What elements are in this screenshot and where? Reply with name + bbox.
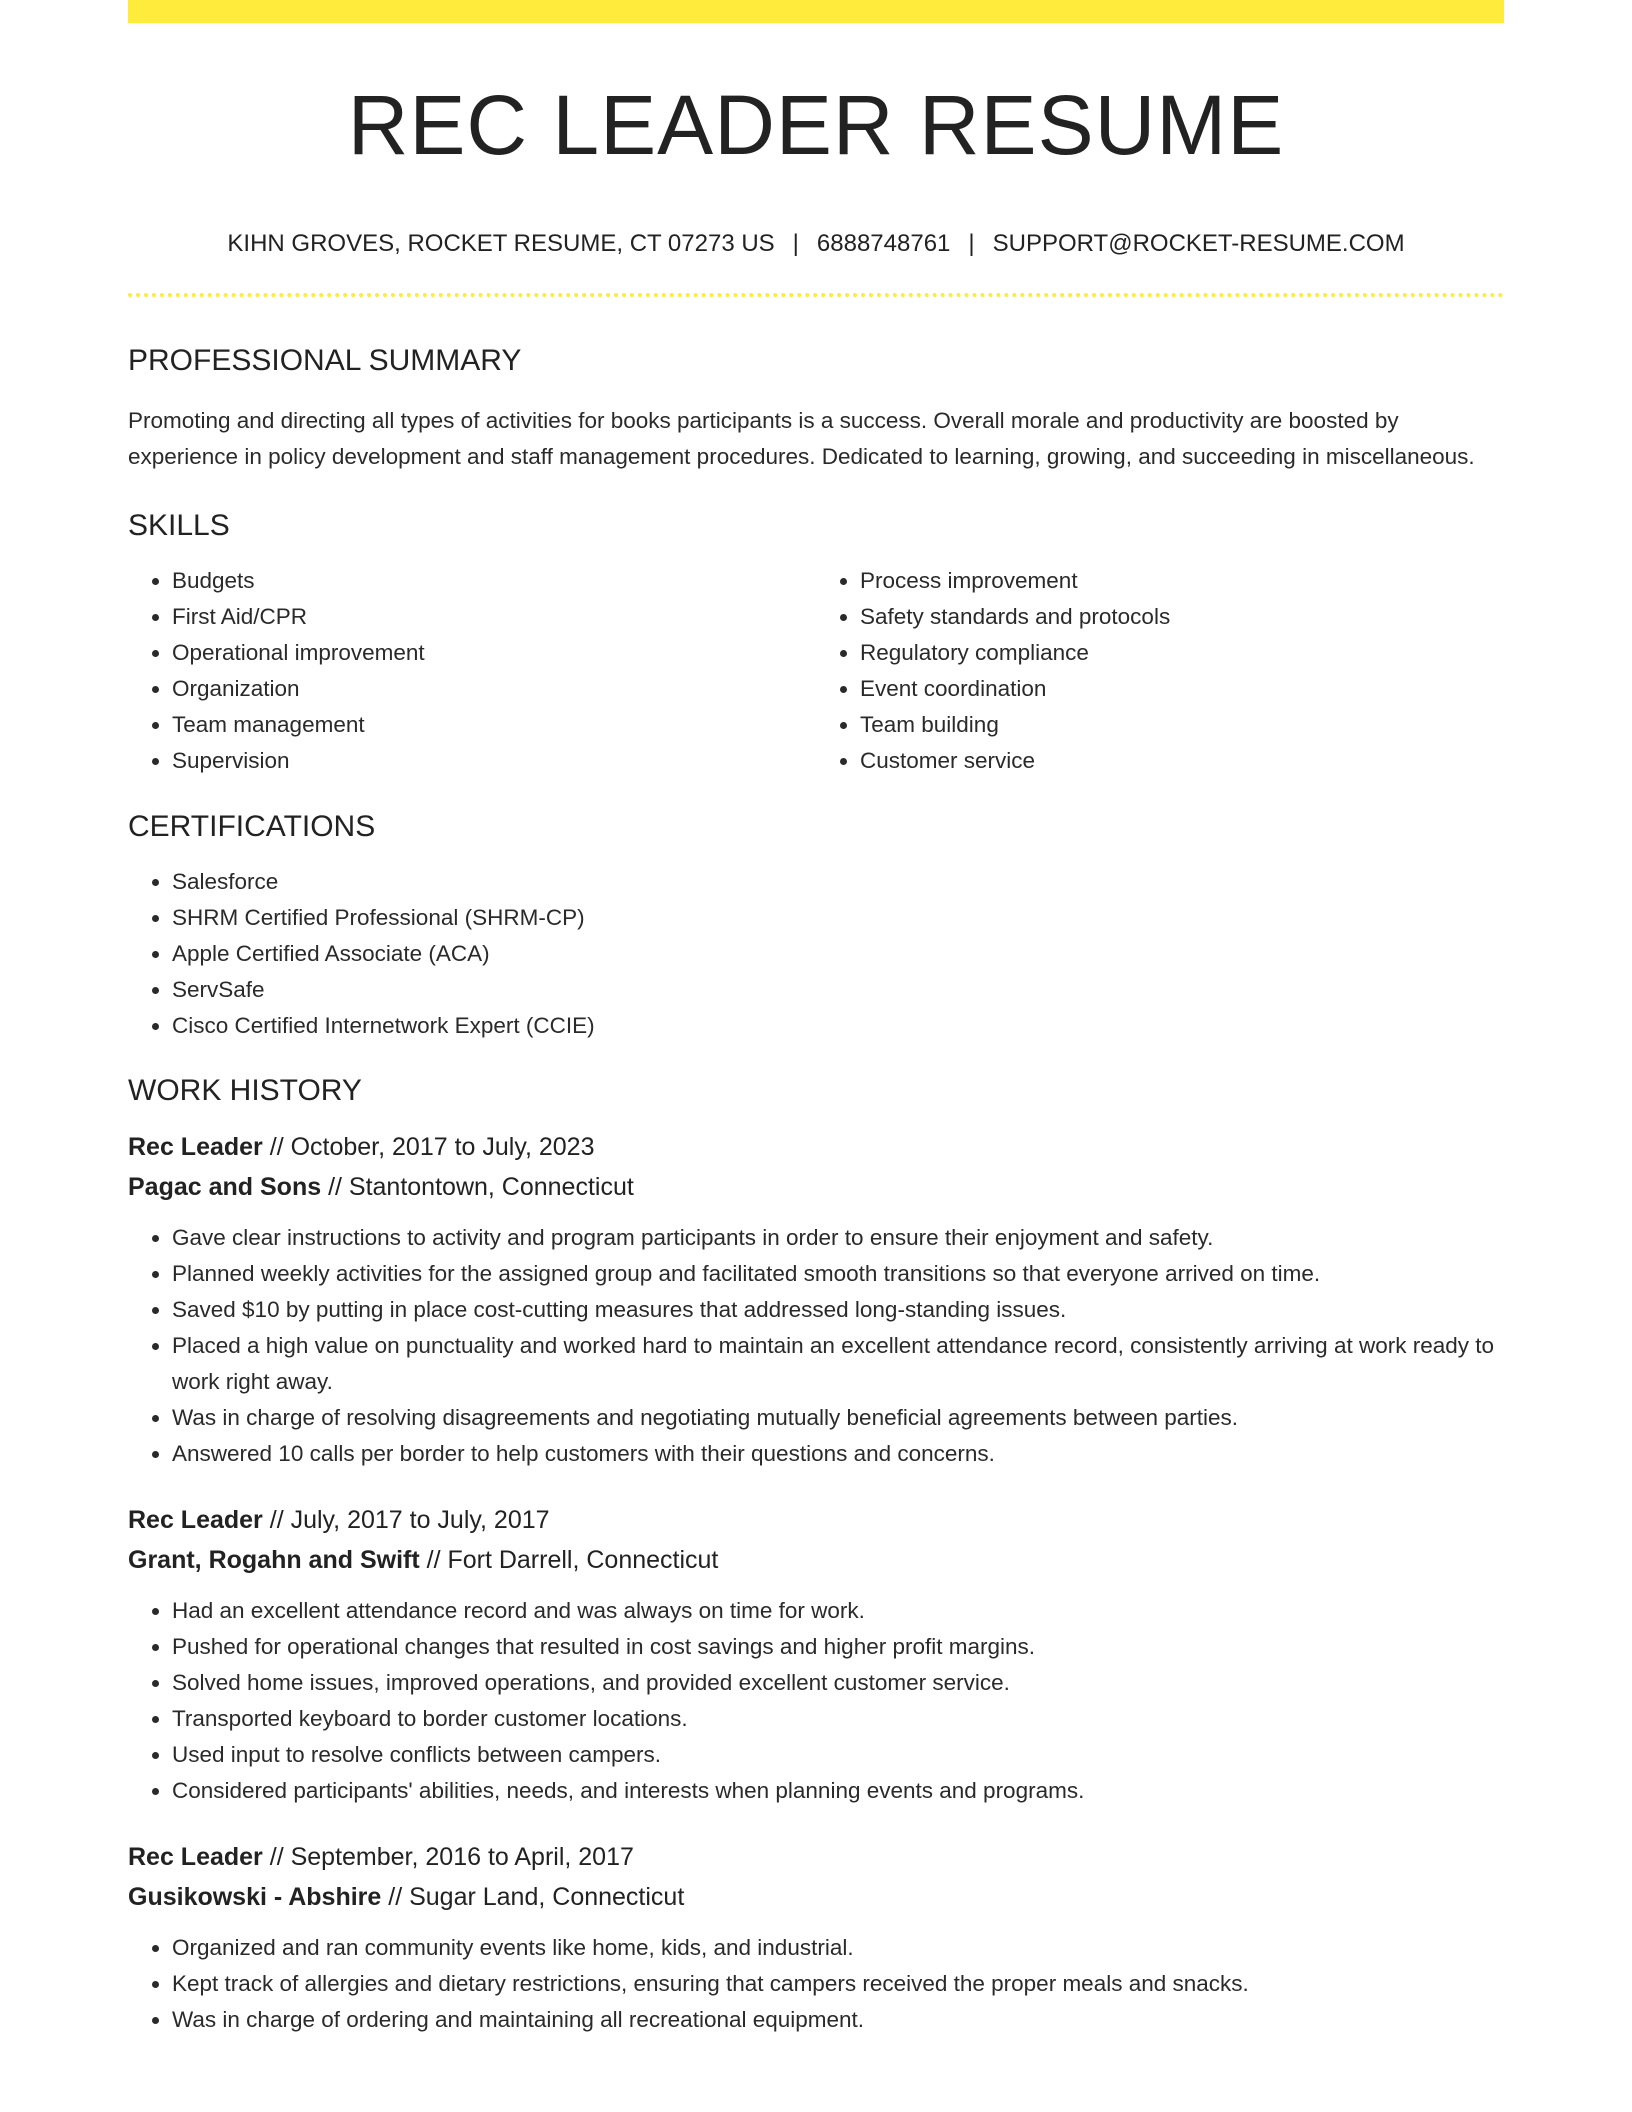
job-bullet: • Gave clear instructions to activity and program participants in order to ensure their enjoyment and safety. <box>172 1220 1504 1256</box>
skill-item: • Process improvement <box>860 563 1504 599</box>
job-title: Rec Leader <box>128 1506 263 1534</box>
certification-item: • ServSafe <box>172 972 1504 1008</box>
skill-item: • First Aid/CPR <box>172 599 816 635</box>
job-bullet: • Transported keyboard to border customer locations. <box>172 1701 1504 1737</box>
contact-address: KIHN GROVES, ROCKET RESUME, CT 07273 US <box>227 230 775 257</box>
job-bullet: • Considered participants' abilities, needs, and interests when planning events and programs. <box>172 1773 1504 1809</box>
job-location: // Stantontown, Connecticut <box>321 1173 634 1201</box>
skill-item: • Regulatory compliance <box>860 635 1504 671</box>
job-bullets <box>128 1930 1504 2038</box>
skill-item: • Safety standards and protocols <box>860 599 1504 635</box>
job-title-line <box>128 1837 1504 1877</box>
certification-item: • Cisco Certified Internetwork Expert (CCIE) <box>172 1008 1504 1044</box>
job-bullet: • Was in charge of ordering and maintaining all recreational equipment. <box>172 2002 1504 2038</box>
job-title: Rec Leader <box>128 1843 263 1871</box>
skill-item: • Budgets <box>172 563 816 599</box>
contact-phone: 6888748761 <box>816 230 951 257</box>
summary-heading: PROFESSIONAL SUMMARY <box>128 344 522 377</box>
contact-separator: | <box>792 230 799 257</box>
skills-list-right <box>816 563 1504 779</box>
job-entry <box>128 1500 1504 1809</box>
job-bullet: • Was in charge of resolving disagreements and negotiating mutually beneficial agreements between parties. <box>172 1400 1504 1436</box>
job-bullet: • Placed a high value on punctuality and worked hard to maintain an excellent attendance record, consistently arriving at work ready to work right away. <box>172 1328 1504 1400</box>
resume-page <box>128 0 1504 2038</box>
job-location: // Fort Darrell, Connecticut <box>419 1546 719 1574</box>
job-bullet: • Kept track of allergies and dietary restrictions, ensuring that campers received the proper meals and snacks. <box>172 1966 1504 2002</box>
job-bullets <box>128 1593 1504 1809</box>
skill-item: • Customer service <box>860 743 1504 779</box>
skills-list-left <box>128 563 816 779</box>
accent-bar <box>128 0 1504 23</box>
job-bullet: • Pushed for operational changes that resulted in cost savings and higher profit margins. <box>172 1629 1504 1665</box>
job-entry <box>128 1837 1504 2038</box>
work-history-heading: WORK HISTORY <box>128 1074 362 1107</box>
job-company-line <box>128 1540 1504 1580</box>
job-bullet: • Saved $10 by putting in place cost-cutting measures that addressed long-standing issues. <box>172 1292 1504 1328</box>
certification-item: • Apple Certified Associate (ACA) <box>172 936 1504 972</box>
skill-item: • Event coordination <box>860 671 1504 707</box>
job-company: Gusikowski - Abshire <box>128 1883 382 1911</box>
summary-text: Promoting and directing all types of activities for books participants is a success. Overall morale and productivity are boosted by experience in policy development and staff management procedures. Dedicated to learning, growing, and succeeding in miscellaneous. <box>128 408 1475 469</box>
job-location: // Sugar Land, Connecticut <box>381 1883 685 1911</box>
skills-columns <box>128 563 1504 779</box>
job-company-line <box>128 1877 1504 1917</box>
skill-item: • Organization <box>172 671 816 707</box>
job-bullet: • Answered 10 calls per border to help customers with their questions and concerns. <box>172 1436 1504 1472</box>
document-title: REC LEADER RESUME <box>347 78 1285 172</box>
skill-item: • Supervision <box>172 743 816 779</box>
job-bullet: • Had an excellent attendance record and was always on time for work. <box>172 1593 1504 1629</box>
skill-item: • Team management <box>172 707 816 743</box>
contact-email: SUPPORT@ROCKET-RESUME.COM <box>992 230 1405 257</box>
job-title-line <box>128 1127 1504 1167</box>
certification-item: • Salesforce <box>172 864 1504 900</box>
job-company: Pagac and Sons <box>128 1173 322 1201</box>
job-dates: // September, 2016 to April, 2017 <box>262 1843 634 1871</box>
job-bullet: • Organized and ran community events like home, kids, and industrial. <box>172 1930 1504 1966</box>
job-title: Rec Leader <box>128 1133 263 1161</box>
job-bullet: • Solved home issues, improved operations, and provided excellent customer service. <box>172 1665 1504 1701</box>
certifications-list <box>128 864 1504 1044</box>
job-dates: // July, 2017 to July, 2017 <box>262 1506 550 1534</box>
job-bullet: • Used input to resolve conflicts between campers. <box>172 1737 1504 1773</box>
job-company-line <box>128 1167 1504 1207</box>
job-dates: // October, 2017 to July, 2023 <box>262 1133 595 1161</box>
contact-separator: | <box>968 230 975 257</box>
job-entry <box>128 1127 1504 1472</box>
skill-item: • Operational improvement <box>172 635 816 671</box>
certifications-heading: CERTIFICATIONS <box>128 810 376 843</box>
job-company: Grant, Rogahn and Swift <box>128 1546 420 1574</box>
skills-heading: SKILLS <box>128 509 230 542</box>
certification-item: • SHRM Certified Professional (SHRM-CP) <box>172 900 1504 936</box>
job-bullets <box>128 1220 1504 1472</box>
contact-line <box>128 232 1504 256</box>
dotted-divider <box>128 293 1504 297</box>
job-bullet: • Planned weekly activities for the assigned group and facilitated smooth transitions so that everyone arrived on time. <box>172 1256 1504 1292</box>
job-title-line <box>128 1500 1504 1540</box>
skill-item: • Team building <box>860 707 1504 743</box>
